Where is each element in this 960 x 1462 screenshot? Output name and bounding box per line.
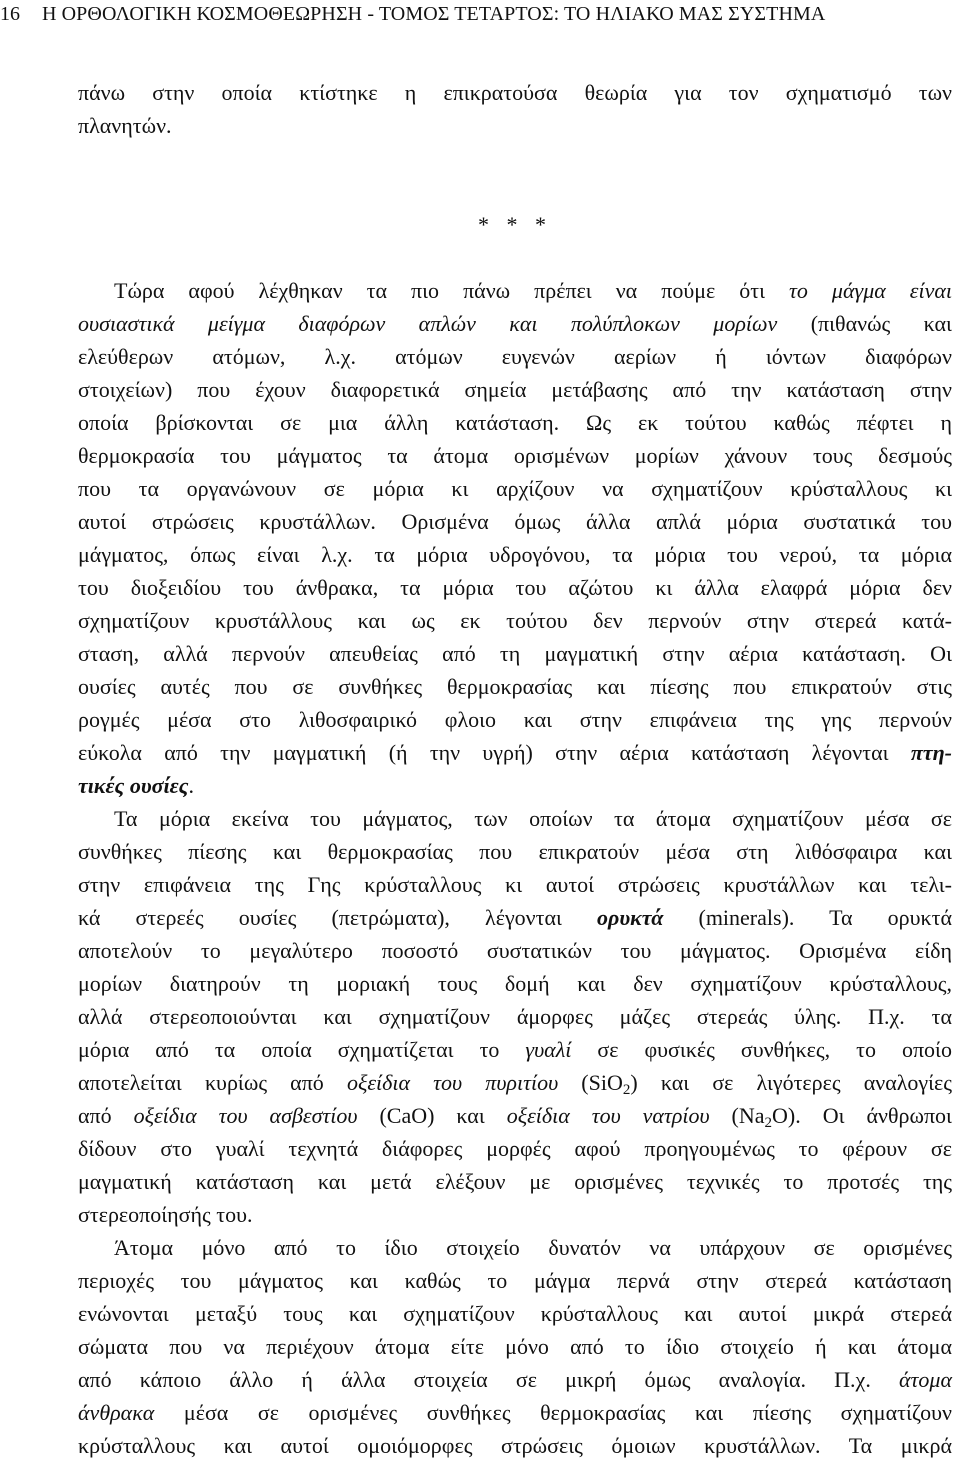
emphasis: άνθρακα (78, 1400, 155, 1425)
text-line: του διοξειδίου του άνθρακα, τα μόρια του αζώτου κι άλλα ελαφρά μόρια δεν (78, 575, 952, 600)
text-line: Τα μόρια εκείνα του μάγματος, των οποίων τα άτομα σχηματίζουν μέσα σε (114, 806, 952, 831)
text-line: μαγματική κατάσταση και μετά ελέξουν με ορισμένες τεχνικές το προτσές της (78, 1169, 952, 1194)
key-term: ορυκτά (597, 905, 664, 930)
key-term: τικές ουσίες (78, 773, 189, 798)
emphasis: γυαλί (525, 1037, 572, 1062)
emphasis: ουσιαστικά μείγμα διαφόρων απλών και πολύπλοκων μορίων (78, 311, 778, 336)
text-line: άνθρακα μέσα σε ορισμένες συνθήκες θερμοκρασίας και πίεσης σχηματίζουν (78, 1400, 952, 1425)
text-line: από οξείδια του ασβεστίου (CaO) και οξείδια του νατρίου $(Na_2O)$. Οι άνθρωποι (78, 1103, 952, 1131)
text-line: στοιχείων) που έχουν διαφορετικά σημεία μετάβασης από την κατάσταση στην (78, 377, 952, 402)
subscript: 2 (764, 1115, 773, 1131)
text-line: στην επιφάνεια της Γης κρύσταλλους κι αυτοί στρώσεις κρυστάλλων και τελι- (78, 872, 952, 897)
text-line: συνθήκες πίεσης και θερμοκρασίας που επικρατούν μέσα στη λιθόσφαιρα και (78, 839, 952, 864)
text-line: ουσίες αυτές που σε συνθήκες θερμοκρασίας και πίεσης που επικρατούν στις (78, 674, 952, 699)
header-title: Η ΟΡΘΟΛΟΓΙΚΗ ΚΟΣΜΟΘΕΩΡΗΣΗ - ΤΟΜΟΣ ΤΕΤΑΡΤΟΣ: ΤΟ ΗΛΙΑΚΟ ΜΑΣ ΣΥΣΤΗΜΑ (42, 3, 826, 25)
page-body (78, 76, 952, 1462)
text-line: οποία βρίσκονται σε μια άλλη κατάσταση. Ως εκ τούτου καθώς πέφτει η (78, 410, 952, 435)
key-term: πτη- (910, 740, 952, 765)
emphasis: άτομα (898, 1367, 952, 1392)
text-line: μάγματος, όπως είναι λ.χ. τα μόρια υδρογόνου, τα μόρια του νερού, τα μόρια (78, 542, 952, 567)
text-line: Άτομα μόνο από το ίδιο στοιχείο δυνατόν να υπάρχουν σε ορισμένες (114, 1235, 952, 1260)
text-line: από κάποιο άλλο ή άλλα στοιχεία σε μικρή όμως αναλογία. Π.χ. άτομα (78, 1367, 952, 1392)
text-line: κρύσταλλους και αυτοί ομοιόμορφες στρώσεις όμοιων κρυστάλλων. Τα μικρά (78, 1433, 952, 1458)
emphasis: οξείδια του ασβεστίου (133, 1103, 358, 1128)
text-line: ουσιαστικά μείγμα διαφόρων απλών και πολύπλοκων μορίων (πιθανώς και (78, 311, 952, 336)
emphasis: οξείδια του νατρίου (506, 1103, 710, 1128)
text-line: ενώνονται μεταξύ τους και σχηματίζουν κρύσταλλους και αυτοί μικρά στερεά (78, 1301, 952, 1326)
text-line: ελεύθερων ατόμων, λ.χ. ατόμων ευγενών αερίων ή ιόντων διαφόρων (78, 344, 952, 369)
text-line: δίδουν στο γυαλί τεχνητά διάφορες μορφές αφού προηγουμένως το φέρουν σε (78, 1136, 952, 1161)
text-line: μορίων διατηρούν τη μοριακή τους δομή και δεν σχηματίζουν κρύσταλλους, (78, 971, 952, 996)
text-line: αλλά στερεοποιούνται και σχηματίζουν άμορφες μάζες στερεάς ύλης. Π.χ. τα (78, 1004, 952, 1029)
text-line: εύκολα από την μαγματική (ή την υγρή) στην αέρια κατάσταση λέγονται πτη- (78, 740, 952, 765)
section-separator: * * * (478, 212, 552, 237)
text-line: σχηματίζουν κρυστάλλους και ως εκ τούτου δεν περνούν στην στερεά κατά- (78, 608, 952, 633)
text-line: πάνω στην οποία κτίστηκε η επικρατούσα θεωρία για τον σχηματισμό των (78, 80, 952, 105)
text-line: που τα οργανώνουν σε μόρια κι αρχίζουν να σχηματίζουν κρύσταλλους κι (78, 476, 952, 501)
text-line: αποτελούν το μεγαλύτερο ποσοστό συστατικών του μάγματος. Ορισμένα είδη (78, 938, 952, 963)
running-header (0, 0, 960, 32)
text-line: περιοχές του μάγματος και καθώς το μάγμα περνά στην στερεά κατάσταση (78, 1268, 952, 1293)
text-line: αυτοί στρώσεις κρυστάλλων. Ορισμένα όμως άλλα απλά μόρια συστατικά του (78, 509, 952, 534)
text-line: θερμοκρασία του μάγματος τα άτομα ορισμένων μορίων χάνουν τους δεσμούς (78, 443, 952, 468)
text-line: ρογμές μέσα στο λιθοσφαιρικό φλοιο και στην επιφάνεια της γης περνούν (78, 707, 952, 732)
text-line: τικές ουσίες. (78, 773, 194, 798)
emphasis: το μάγμα είναι (789, 278, 952, 303)
text-line: κά στερεές ουσίες (πετρώματα), λέγονται ορυκτά (minerals). Τα ορυκτά (78, 905, 952, 930)
text-line: σώματα που να περιέχουν άτομα είτε μόνο από το ίδιο στοιχείο ή και άτομα (78, 1334, 952, 1359)
text-line: σταση, αλλά περνούν απευθείας από τη μαγματική στην αέρια κατάσταση. Οι (78, 641, 952, 666)
text-line: μόρια από τα οποία σχηματίζεται το γυαλί σε φυσικές συνθήκες, το οποίο (78, 1037, 952, 1062)
text-line: πλανητών. (78, 113, 172, 138)
text-line: αποτελείται κυρίως από οξείδια του πυριτίου (SiO$_2$) και σε λιγότερες αναλογίες (78, 1070, 952, 1098)
text-line: Τώρα αφού λέχθηκαν τα πιο πάνω πρέπει να πούμε ότι το μάγμα είναι (114, 278, 952, 303)
page-number: 16 (0, 3, 20, 25)
text-line: στερεοποίησής του. (78, 1202, 253, 1227)
subscript: 2 (622, 1082, 631, 1098)
emphasis: οξείδια του πυριτίου (346, 1070, 559, 1095)
